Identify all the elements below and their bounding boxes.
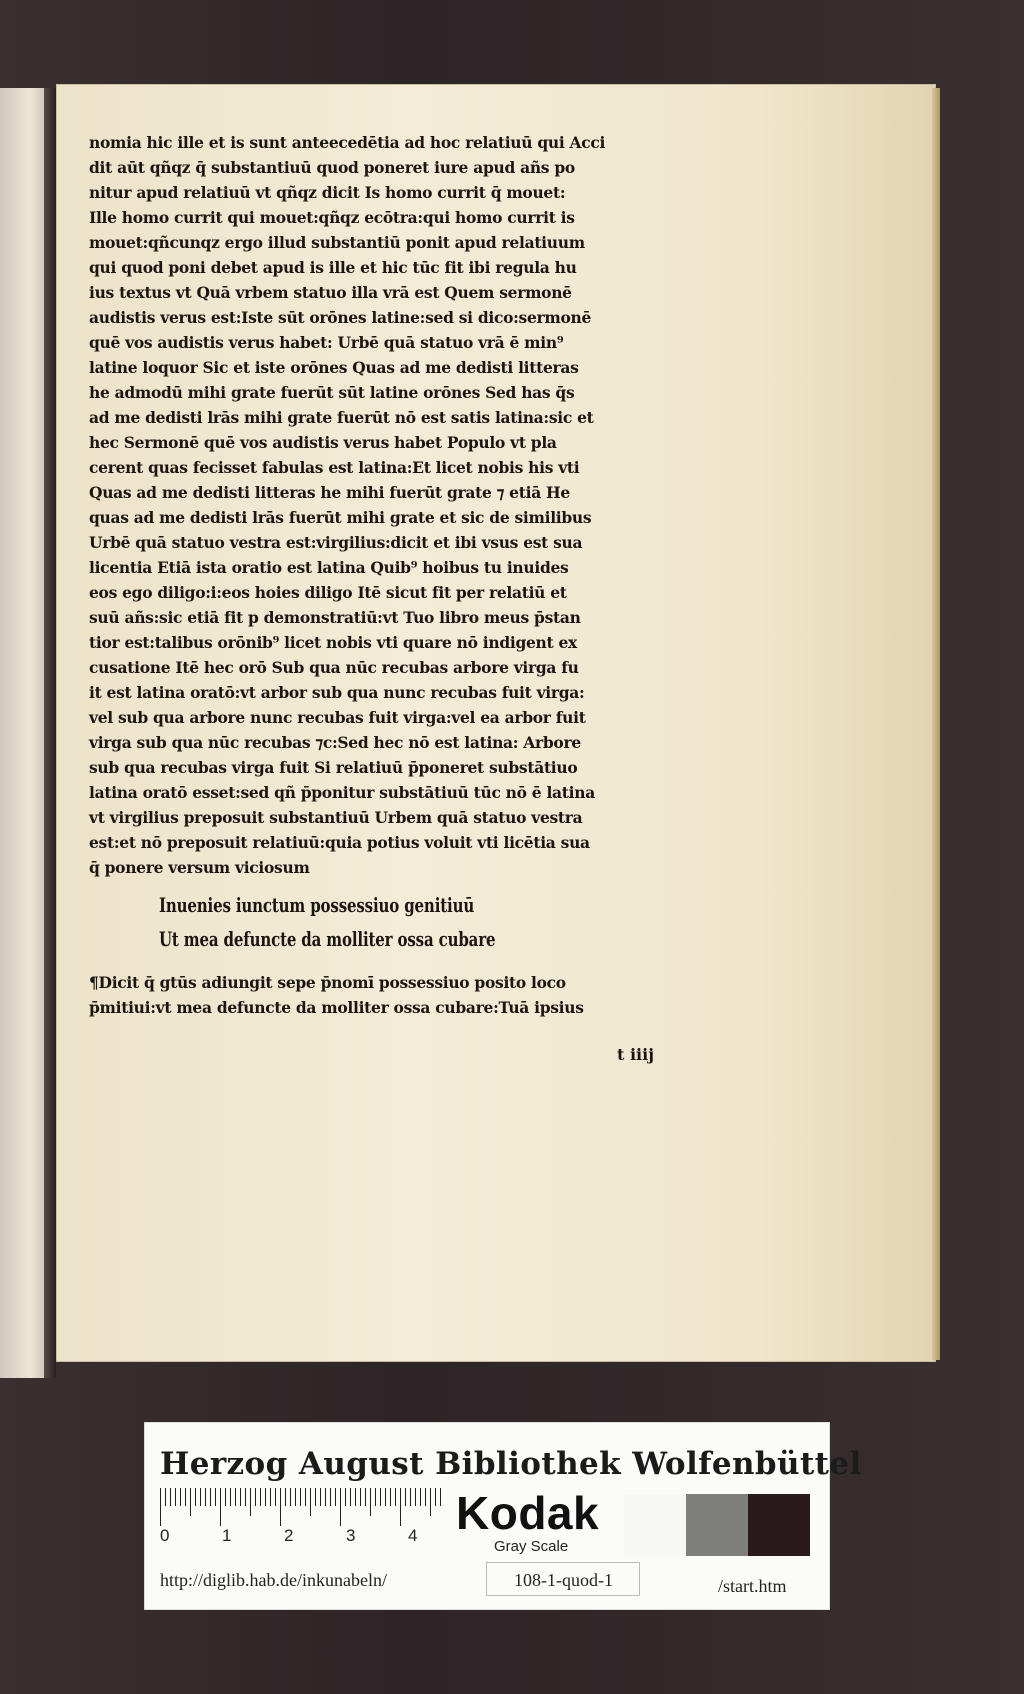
ruler-tick	[220, 1488, 221, 1526]
gray-swatch-mid	[686, 1494, 748, 1556]
text-line: quē vos audistis verus habet: Urbē quā statuo vrā ē min⁹	[89, 333, 564, 352]
ruler-tick	[230, 1488, 231, 1506]
text-line: latina oratō esset:sed qñ p̄ponitur substātiuū tūc nō ē latina	[89, 783, 595, 802]
ruler-tick	[285, 1488, 286, 1506]
text-line: licentia Etiā ista oratio est latina Quib⁹ hoibus tu inuides	[89, 558, 569, 577]
ruler-tick	[380, 1488, 381, 1506]
ruler-tick	[175, 1488, 176, 1506]
signature-mark: t iiij	[617, 1045, 654, 1064]
ruler-tick	[415, 1488, 416, 1506]
text-line: est:et nō preposuit relatiuū:quia potius voluit vti licētia sua	[89, 833, 590, 852]
text-line: quas ad me dedisti lrās fuerūt mihi grate et sic de similibus	[89, 508, 592, 527]
kodak-logo: Kodak	[456, 1487, 600, 1539]
page-text	[89, 130, 649, 1020]
text-line: ad me dedisti lrās mihi grate fuerūt nō est satis latina:sic et	[89, 408, 594, 427]
text-line: virga sub qua nūc recubas ⁊c:Sed hec nō est latina: Arbore	[89, 733, 581, 752]
ruler-tick	[240, 1488, 241, 1506]
text-line: hec Sermonē quē vos audistis verus habet Populo vt pla	[89, 433, 557, 452]
ruler-tick	[375, 1488, 376, 1506]
text-line: mouet:qñcunqz ergo illud substantiū ponit apud relatiuum	[89, 233, 585, 252]
ruler-tick	[325, 1488, 326, 1506]
ruler-tick	[170, 1488, 171, 1506]
text-line: ius textus vt Quā vrbem statuo illa vrā est Quem sermonē	[89, 283, 572, 302]
ruler-tick	[310, 1488, 311, 1516]
gray-swatch-dark	[748, 1494, 810, 1556]
ruler-tick	[205, 1488, 206, 1506]
library-title: Herzog August Bibliothek Wolfenbüttel	[160, 1446, 862, 1482]
ruler-tick	[245, 1488, 246, 1506]
text-line: latine loquor Sic et iste orōnes Quas ad me dedisti litteras	[89, 358, 579, 377]
item-id: 108-1-quod-1	[514, 1570, 613, 1590]
text-line: qui quod poni debet apud is ille et hic tūc fit ibi regula hu	[89, 258, 577, 277]
text-line: eos ego diligo:i:eos hoies diligo Itē sicut fit per relatiū et	[89, 583, 567, 602]
text-line: nitur apud relatiuū vt qñqz dicit Is homo currit q̄ mouet:	[89, 183, 566, 202]
ruler-tick	[275, 1488, 276, 1506]
ruler-tick	[235, 1488, 236, 1506]
ruler-tick	[195, 1488, 196, 1506]
text-line: he admodū mihi grate fuerūt sūt latine orōnes Sed has q̄s	[89, 383, 575, 402]
ruler-tick	[255, 1488, 256, 1506]
text-line: it est latina oratō:vt arbor sub qua nunc recubas fuit virga:	[89, 683, 585, 702]
ruler-number: 4	[408, 1526, 418, 1545]
text-line: tior est:talibus orōnib⁹ licet nobis vti quare nō indigent ex	[89, 633, 577, 652]
ruler-tick	[435, 1488, 436, 1506]
ruler-tick	[250, 1488, 251, 1516]
ruler-number: 1	[222, 1526, 232, 1545]
ruler-tick	[440, 1488, 441, 1506]
text-line: vt virgilius preposuit substantiuū Urbem quā statuo vestra	[89, 808, 583, 827]
verse-line: Ut mea defuncte da molliter ossa cubare	[159, 927, 496, 951]
ruler-scale	[160, 1488, 446, 1526]
text-line: Urbē quā statuo vestra est:virgilius:dicit et ibi vsus est sua	[89, 533, 583, 552]
ruler-number: 0	[160, 1526, 170, 1545]
text-line: cusatione Itē hec orō Sub qua nūc recubas arbore virga fu	[89, 658, 579, 677]
ruler-tick	[260, 1488, 261, 1506]
ruler-tick	[270, 1488, 271, 1506]
ruler-tick	[360, 1488, 361, 1506]
ruler-tick	[160, 1488, 161, 1526]
ruler-tick	[300, 1488, 301, 1506]
ruler-tick	[315, 1488, 316, 1506]
ruler-tick	[295, 1488, 296, 1506]
text-line: audistis verus est:Iste sūt orōnes latine:sed si dico:sermonē	[89, 308, 592, 327]
ruler-tick	[320, 1488, 321, 1506]
text-line: vel sub qua arbore nunc recubas fuit virga:vel ea arbor fuit	[89, 708, 586, 727]
ruler-tick	[305, 1488, 306, 1506]
ruler-tick	[225, 1488, 226, 1506]
text-line: suū añs:sic etiā fit p demonstratiū:vt Tuo libro meus p̄stan	[89, 608, 581, 627]
ruler-tick	[215, 1488, 216, 1506]
ruler-tick	[370, 1488, 371, 1516]
text-line: dit aūt qñqz q̄ substantiuū quod poneret iure apud añs po	[89, 158, 575, 177]
ruler-numbers	[160, 1526, 460, 1550]
ruler-tick	[335, 1488, 336, 1506]
ruler-tick	[410, 1488, 411, 1506]
ruler-tick	[340, 1488, 341, 1526]
text-line: sub qua recubas virga fuit Si relatiuū p̄poneret substātiuo	[89, 758, 578, 777]
ruler-tick	[280, 1488, 281, 1526]
ruler-tick	[400, 1488, 401, 1526]
ruler-tick	[420, 1488, 421, 1506]
ruler-tick	[365, 1488, 366, 1506]
ruler-tick	[350, 1488, 351, 1506]
ruler-tick	[210, 1488, 211, 1506]
ruler-tick	[165, 1488, 166, 1506]
ruler-tick	[200, 1488, 201, 1506]
ruler-number: 2	[284, 1526, 294, 1545]
ruler-tick	[180, 1488, 181, 1506]
digilib-url: http://diglib.hab.de/inkunabeln/	[160, 1570, 387, 1590]
ruler-tick	[265, 1488, 266, 1506]
commentary-line: p̄mitiui:vt mea defuncte da molliter ossa cubare:Tuā ipsius	[89, 998, 584, 1017]
page-fore-edge	[932, 88, 940, 1360]
book-gutter	[44, 88, 56, 1378]
ruler-tick	[385, 1488, 386, 1506]
ruler-tick	[395, 1488, 396, 1506]
text-line: nomia hic ille et is sunt anteecedētia ad hoc relatiuū qui Acci	[89, 133, 606, 152]
ruler-tick	[355, 1488, 356, 1506]
text-line: q̄ ponere versum viciosum	[89, 858, 310, 877]
start-page: /start.htm	[718, 1576, 787, 1596]
ruler-tick	[190, 1488, 191, 1516]
scan-target-card	[144, 1422, 862, 1610]
ruler-tick	[185, 1488, 186, 1506]
gray-scale-label: Gray Scale	[494, 1538, 569, 1555]
ruler-tick	[405, 1488, 406, 1506]
text-line: cerent quas fecisset fabulas est latina:Et licet nobis his vti	[89, 458, 580, 477]
verse-line: Inuenies iunctum possessiuo genitiuū	[159, 893, 475, 917]
text-line: Quas ad me dedisti litteras he mihi fuerūt grate ⁊ etiā He	[89, 483, 570, 502]
ruler-number: 3	[346, 1526, 356, 1545]
ruler-tick	[290, 1488, 291, 1506]
ruler-tick	[430, 1488, 431, 1516]
ruler-tick	[330, 1488, 331, 1506]
ruler-tick	[425, 1488, 426, 1506]
ruler-tick	[390, 1488, 391, 1506]
gray-swatch-white	[624, 1494, 686, 1556]
text-line: Ille homo currit qui mouet:qñqz ecōtra:qui homo currit is	[89, 208, 575, 227]
commentary-line: ¶Dicit q̄ gtūs adiungit sepe p̄nomī possessiuo posito loco	[89, 973, 566, 992]
ruler-tick	[345, 1488, 346, 1506]
